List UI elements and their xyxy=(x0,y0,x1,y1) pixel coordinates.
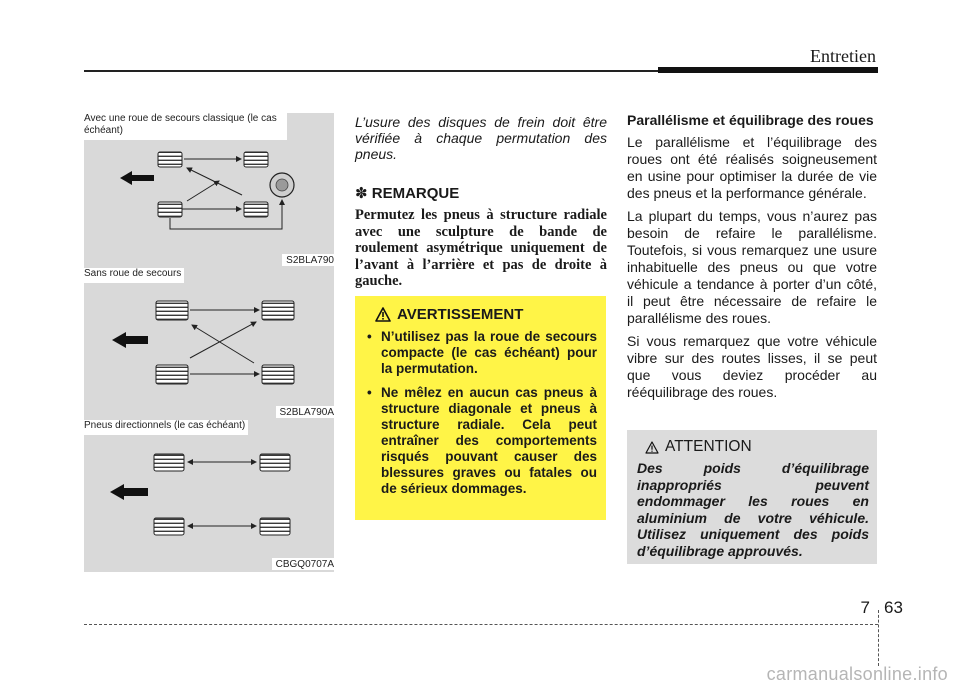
tire-front-right xyxy=(244,152,268,167)
attention-heading xyxy=(637,438,869,456)
rotation-diagram-directional xyxy=(84,420,334,572)
middle-column xyxy=(355,114,607,290)
caution-triangle-icon xyxy=(645,441,659,454)
warning-box xyxy=(355,296,606,520)
front-direction-arrow xyxy=(110,484,148,500)
tire-rear-left xyxy=(154,518,184,535)
rotation-diagram-no-spare xyxy=(84,268,334,420)
figure-caption: Sans roue de secours xyxy=(84,268,184,283)
list-bullet: • xyxy=(367,329,372,344)
figure-caption: Pneus directionnels (le cas échéant) xyxy=(84,420,248,435)
warning-triangle-icon xyxy=(375,307,391,322)
warning-heading xyxy=(365,306,597,323)
footer-vertical-divider xyxy=(878,610,879,666)
tire-rear-right xyxy=(262,365,294,384)
chapter-number: 7 xyxy=(860,598,870,617)
tire-front-left xyxy=(154,454,184,471)
tire-front-right xyxy=(260,454,290,471)
figure-caption: Avec une roue de secours classique (le cas échéant) xyxy=(84,113,287,140)
rotation-arrow xyxy=(187,168,242,195)
warning-item xyxy=(365,329,597,377)
paragraph: Si vous remarquez que votre véhicule vibre sur des routes lisses, il se peut que vous deviez procéder au rééquilibrage des roues. xyxy=(627,333,877,400)
chapter-title: Entretien xyxy=(810,46,876,66)
header-rule-accent xyxy=(658,67,878,73)
brake-disc-intro: L’usure des disques de frein doit être vérifiée à chaque permutation des pneus. xyxy=(355,114,607,162)
footer-divider xyxy=(84,624,878,625)
warning-item-text: N’utilisez pas la roue de secours compacte (le cas échéant) pour la permutation. xyxy=(381,329,597,376)
figure-rotation-directional xyxy=(84,420,334,572)
tire-front-left xyxy=(156,301,188,320)
section-title: Parallélisme et équilibrage des roues xyxy=(627,112,874,128)
warning-item-text: Ne mêlez en aucun cas pneus à structure diagonale et pneus à structure radiale. Cela peut entraîner des comportements risqués pouvant causer des blessures graves ou fatales ou de sérieux dommages. xyxy=(381,385,597,496)
rotation-arrow xyxy=(187,181,219,201)
attention-body: Des poids d’équilibrage inappropriés peuvent endommager les roues en aluminium de votre véhicule. Utilisez uniquement des poids d’équilibrage approuvés. xyxy=(637,460,869,559)
tire-rear-left xyxy=(158,202,182,217)
tire-front-right xyxy=(262,301,294,320)
figure-code: CBGQ0707A xyxy=(272,558,334,570)
figure-rotation-no-spare xyxy=(84,268,334,420)
list-bullet: • xyxy=(367,385,372,400)
front-direction-arrow xyxy=(120,171,154,185)
page-number: 63 xyxy=(884,598,903,617)
warning-item xyxy=(365,385,597,497)
warning-title: AVERTISSEMENT xyxy=(397,306,524,323)
tire-rear-right xyxy=(244,202,268,217)
figure-code: S2BLA790 xyxy=(282,254,334,266)
tire-front-left xyxy=(158,152,182,167)
tire-rear-right xyxy=(260,518,290,535)
attention-box xyxy=(627,430,877,564)
note-title: ✽ REMARQUE xyxy=(355,185,460,202)
right-column xyxy=(627,112,877,401)
figure-rotation-with-spare xyxy=(84,113,334,268)
note-body: Permutez les pneus à structure radiale avec une sculpture de bande de roulement asymétrique uniquement de l’avant à l’arrière et pas de droite à gauche. xyxy=(355,207,607,289)
attention-title: ATTENTION xyxy=(665,438,752,455)
paragraph: Le parallélisme et l’équilibrage des roues ont été réalisés soigneusement en usine pour optimiser la durée de vie des pneus et la performance générale. xyxy=(627,134,877,201)
tire-rear-left xyxy=(156,365,188,384)
paragraph: La plupart du temps, vous n’aurez pas besoin de refaire le parallélisme. Toutefois, si vous remarquez une usure inhabituelle des pneus ou que votre véhicule a tendance à porter d’un côté, il peut être nécessaire de refaire le parallélisme des roues. xyxy=(627,208,877,326)
warning-list xyxy=(365,329,597,497)
rotation-arrow xyxy=(192,325,254,363)
front-direction-arrow xyxy=(112,332,148,348)
watermark-link[interactable]: carmanualsonline.info xyxy=(766,664,948,684)
figure-code: S2BLA790A xyxy=(276,406,335,418)
rotation-arrow xyxy=(190,322,256,358)
